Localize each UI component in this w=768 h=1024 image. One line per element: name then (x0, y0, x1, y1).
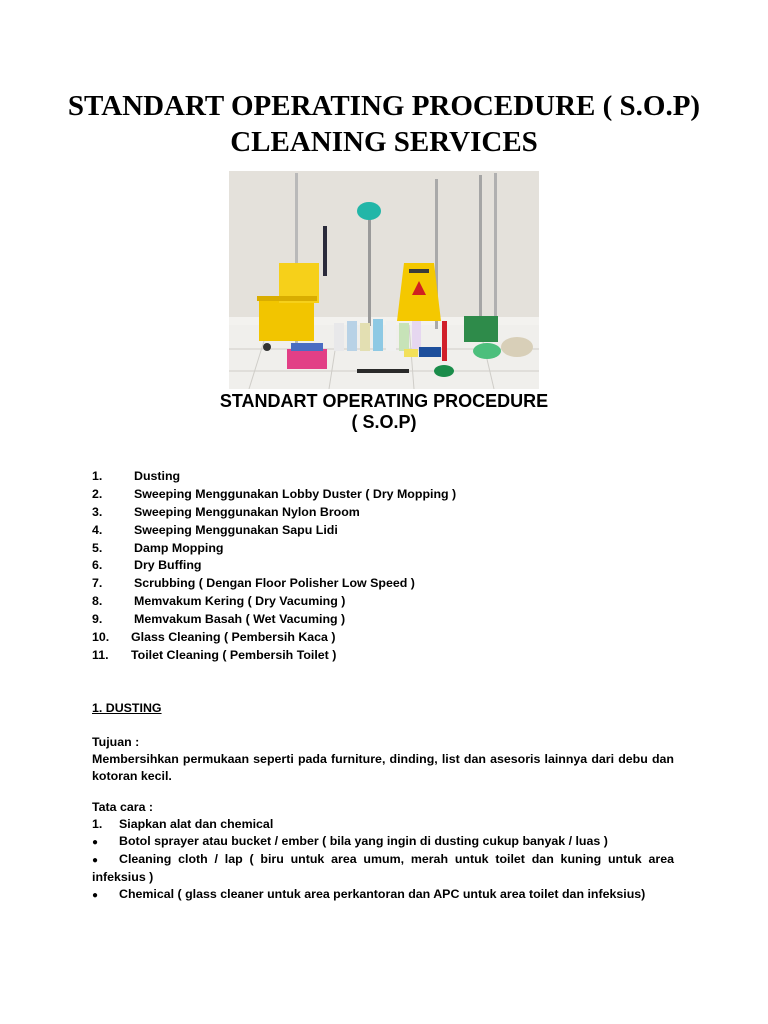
toc-item: 3. Sweeping Menggunakan Nylon Broom (92, 504, 360, 519)
toc-item: 1. Dusting (92, 469, 181, 483)
cleaning-equipment-photo (229, 171, 539, 389)
bullet-marker: ● (92, 855, 99, 866)
toc-item: 10. Glass Cleaning ( Pembersih Kaca ) (92, 630, 336, 645)
document-subtitle (120, 391, 648, 433)
step-item: 1. Siapkan alat dan chemical (92, 817, 274, 831)
toc-item: 4. Sweeping Menggunakan Sapu Lidi (92, 522, 338, 537)
toc-item: 2. Sweeping Menggunakan Lobby Duster ( Dry Mopping ) (92, 486, 457, 501)
bullet-item: ● Cleaning cloth / lap ( biru untuk area umum, merah untuk toilet dan kuning untuk area infeksius ) (92, 852, 674, 884)
tujuan-text: Membersihkan permukaan seperti pada furniture, dinding, list dan asesoris lainnya dari debu dan kotoran kecil. (92, 752, 674, 783)
toc-item: 6. Dry Buffing (92, 558, 202, 573)
table-of-contents (92, 468, 692, 665)
tujuan-label: Tujuan : (92, 735, 140, 749)
toc-item: 8. Memvakum Kering ( Dry Vacuming ) (92, 594, 346, 609)
toc-item: 9. Memvakum Basah ( Wet Vacuming ) (92, 612, 346, 627)
section-heading-dusting: 1. DUSTING (92, 701, 162, 715)
toc-item: 7. Scrubbing ( Dengan Floor Polisher Low Speed ) (92, 576, 415, 591)
tata-cara-steps (92, 816, 674, 904)
bullet-marker: ● (92, 890, 99, 901)
bullet-item: ● Botol sprayer atau bucket / ember ( bila yang ingin di dusting cukup banyak / luas ) (92, 833, 674, 851)
document-title: STANDART OPERATING PROCEDURE ( S.O.P) CLEANING SERVICES (67, 90, 701, 158)
subtitle-line-2: ( S.O.P) (351, 412, 417, 432)
tata-cara-label: Tata cara : (92, 800, 154, 814)
bullet-marker: ● (92, 837, 99, 848)
subtitle-line-1: STANDART OPERATING PROCEDURE (219, 391, 549, 411)
toc-item: 5. Damp Mopping (92, 540, 224, 555)
bullet-item: ● Chemical ( glass cleaner untuk area perkantoran dan APC untuk area toilet dan infeksius) (92, 886, 674, 904)
toc-item: 11. Toilet Cleaning ( Pembersih Toilet ) (92, 647, 337, 662)
